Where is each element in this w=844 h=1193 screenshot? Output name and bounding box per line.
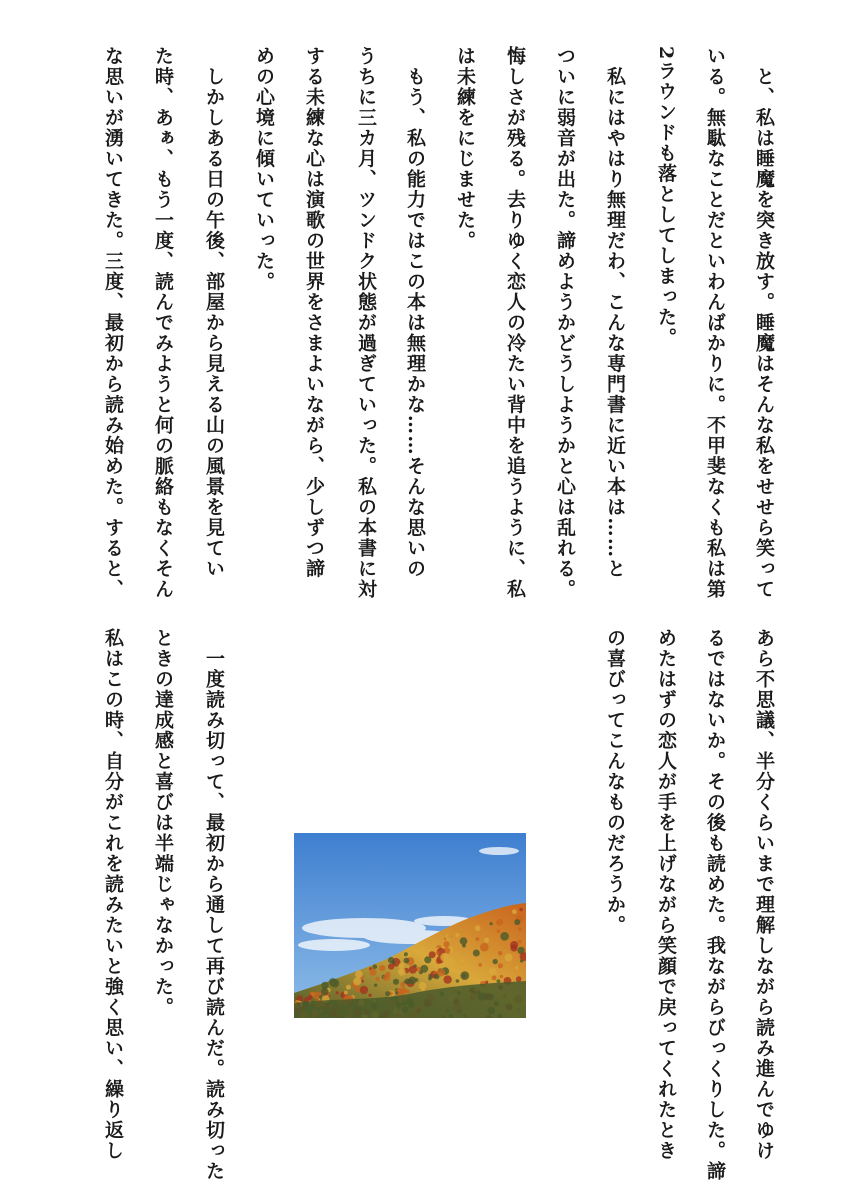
foliage-dot bbox=[436, 951, 439, 954]
foliage-dot bbox=[369, 969, 376, 976]
foliage-dot bbox=[404, 958, 410, 964]
foliage-dot bbox=[444, 941, 450, 947]
upper-column-11: めの心境に傾いていった。 bbox=[253, 46, 275, 292]
foliage-dot bbox=[498, 963, 503, 968]
upper-column-9: うちに三カ月、ツンドク状態が過ぎていった。私の本書に対 bbox=[355, 46, 377, 600]
lower-column-7: 私はこの時、自分がこれを読みたいと強く思い、繰り返し bbox=[102, 628, 124, 1161]
foliage-dot bbox=[424, 956, 431, 963]
foliage-dot bbox=[383, 974, 390, 981]
foliage-dot bbox=[460, 971, 469, 980]
foliage-dot bbox=[388, 957, 394, 963]
foliage-dot bbox=[445, 935, 451, 941]
foliage-dot bbox=[368, 994, 371, 997]
foliage-dot bbox=[489, 968, 497, 976]
foliage-dot bbox=[310, 992, 314, 996]
foliage-dot bbox=[355, 970, 363, 978]
foliage-dot bbox=[514, 919, 520, 925]
foliage-dot bbox=[478, 963, 482, 967]
foliage-dot bbox=[395, 991, 398, 994]
foliage-dot bbox=[498, 951, 502, 955]
lower-column-3: めたはずの恋人が手を上げながら笑顔で戻ってくれたとき bbox=[655, 628, 677, 1161]
upper-column-10: する未練な心は演歌の世界をさまよいながら、少しずつ諦 bbox=[303, 46, 325, 579]
mountain-landscape-image bbox=[294, 833, 526, 1018]
autumn-mountain-photo bbox=[294, 833, 526, 1018]
foliage-dot bbox=[497, 929, 501, 933]
foliage-dot bbox=[492, 975, 497, 980]
upper-column-6: 悔しさが残る。去りゆく恋人の冷たい背中を追うように、私 bbox=[504, 46, 526, 600]
foliage-dot bbox=[490, 922, 493, 925]
foliage-dot bbox=[420, 946, 425, 951]
upper-column-12: しかしある日の午後、部屋から見える山の風景を見てい bbox=[203, 46, 225, 579]
foliage-dot bbox=[344, 991, 348, 995]
foliage-dot bbox=[456, 933, 460, 937]
foliage-dot bbox=[321, 988, 329, 996]
foliage-dot bbox=[405, 978, 411, 984]
lower-column-5: 一度読み切って、最初から通して再び読んだ。読み切った bbox=[203, 628, 225, 1182]
foliage-dot bbox=[475, 925, 481, 931]
foliage-dot bbox=[398, 969, 402, 973]
foliage-dot bbox=[374, 984, 377, 987]
lower-column-1: あら不思議、半分くらいまで理解しながら読み進んでゆけ bbox=[753, 628, 775, 1161]
foliage-dot bbox=[520, 959, 523, 962]
foliage-dot bbox=[510, 944, 517, 951]
foliage-dot bbox=[385, 991, 390, 996]
foliage-dot bbox=[419, 982, 427, 990]
lower-column-4: の喜びってこんなものだろうか。 bbox=[604, 628, 626, 936]
foliage-dot bbox=[512, 909, 517, 914]
foliage-dot bbox=[360, 986, 368, 994]
foliage-dot bbox=[515, 966, 518, 969]
lower-column-2: るではないか。その後も読めた。我ながらびっくりした。諦 bbox=[704, 628, 726, 1182]
foliage-dot bbox=[519, 908, 523, 912]
foliage-dot bbox=[375, 977, 379, 981]
foliage-dot bbox=[336, 991, 339, 994]
foliage-dot bbox=[329, 978, 337, 986]
lower-column-6: ときの達成感と喜びは半端じゃなかった。 bbox=[152, 628, 174, 1018]
foliage-dot bbox=[443, 975, 451, 983]
foliage-dot bbox=[399, 963, 405, 969]
foliage-dot bbox=[428, 977, 432, 981]
upper-column-13: た時、あぁ、もう一度、読んでみようと何の脈絡もなくそん bbox=[152, 46, 174, 600]
upper-column-14: な思いが湧いてきた。三度、最初から読み始めた。すると、 bbox=[102, 46, 124, 600]
foliage-dot bbox=[420, 965, 428, 973]
foliage-dot bbox=[484, 938, 489, 943]
foliage-dot bbox=[456, 979, 460, 983]
upper-column-5: ついに弱音が出た。諦めようかどうしようかと心は乱れる。 bbox=[554, 46, 576, 600]
foliage-dot bbox=[473, 950, 480, 957]
upper-column-8: もう、私の能力ではこの本は無理かな……そんな思いの bbox=[404, 46, 426, 579]
upper-column-3: 2ラウンドも落としてしまった。 bbox=[655, 46, 677, 348]
foliage-dot bbox=[518, 940, 522, 944]
foliage-dot bbox=[518, 927, 522, 931]
foliage-dot bbox=[373, 964, 378, 969]
foliage-dot bbox=[346, 985, 351, 990]
foliage-dot bbox=[500, 932, 509, 941]
foliage-dot bbox=[497, 979, 501, 983]
foliage-dot bbox=[496, 919, 503, 926]
foliage-dot bbox=[461, 959, 464, 962]
foliage-dot bbox=[393, 979, 399, 985]
upper-column-7: は未練をにじませた。 bbox=[454, 46, 476, 251]
foliage-dot bbox=[505, 953, 513, 961]
upper-column-1: と、私は睡魔を突き放す。睡魔はそんな私をせせら笑って bbox=[753, 46, 775, 600]
foliage-dot bbox=[400, 982, 405, 987]
foliage-dot bbox=[353, 977, 361, 985]
foliage-dot bbox=[437, 969, 445, 977]
foliage-dot bbox=[480, 943, 489, 952]
foliage-dot bbox=[475, 937, 479, 941]
foliage-dot bbox=[404, 952, 408, 956]
foliage-dot bbox=[400, 987, 407, 994]
foliage-dot bbox=[460, 937, 468, 945]
foliage-dot bbox=[309, 996, 313, 1000]
foliage-dot bbox=[493, 959, 498, 964]
foliage-dot bbox=[409, 966, 417, 974]
foliage-dot bbox=[361, 980, 364, 983]
upper-column-4: 私にはやはり無理だわ、こんな専門書に近い本は……と bbox=[604, 46, 626, 579]
foliage-dot bbox=[516, 976, 522, 982]
foliage-dot bbox=[500, 975, 504, 979]
foliage-dot bbox=[440, 953, 449, 962]
foliage-dot bbox=[379, 965, 385, 971]
foliage-dot bbox=[485, 981, 488, 984]
upper-column-2: いる。無駄なことだといわんばかりに。不甲斐なくも私は第 bbox=[704, 46, 726, 600]
